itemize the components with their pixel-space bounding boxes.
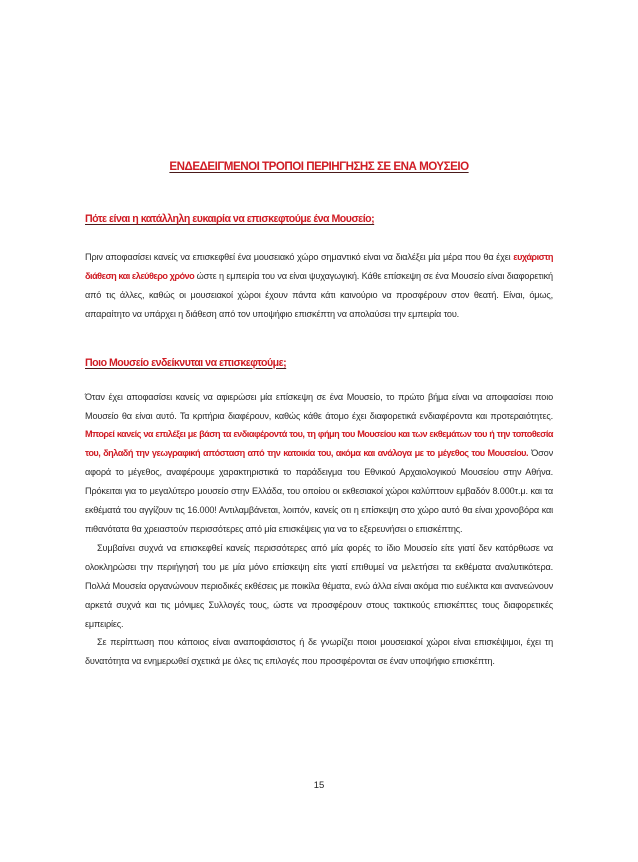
text-run: Όταν έχει αποφασίσει κανείς να αφιερώσει μία επίσκεψη σε ένα Μουσείο, το πρώτο βήμα είναι να αποφασίσει ποιο Μουσείο θα είναι αυτό. Τα κριτήρια διαφέρουν, καθώς κάθε άτομο έχει διαφορετικά ενδιαφέροντα και προτεραιότητες. bbox=[85, 391, 553, 421]
section-heading-which: Ποιο Μουσείο ενδείκνυται να επισκεφτούμε; bbox=[85, 356, 287, 369]
text-run: Πριν αποφασίσει κανείς να επισκεφθεί ένα μουσειακό χώρο σημαντικό είναι να διαλέξει μία μέρα που θα έχει bbox=[85, 252, 514, 262]
text-run: ώστε η εμπειρία του να είναι ψυχαγωγική. Κάθε επίσκεψη σε ένα Μουσείο είναι διαφορετική από τις άλλες, καθώς οι μουσειακοί χώροι έχουν πάντα κάτι καινούριο να προσφέρουν στον θεατή. Είναι, όμως, απαραίτητο να υπάρχει η διάθεση από τον υποψήφιο επισκέπτη να απολαύσει την εμπειρία του. bbox=[85, 270, 553, 319]
paragraph-when bbox=[85, 248, 553, 324]
page-title: ΕΝΔΕΔΕΙΓΜΕΝΟΙ ΤΡΟΠΟΙ ΠΕΡΙΗΓΗΣΗΣ ΣΕ ΕΝΑ ΜΟΥΣΕΙΟ bbox=[169, 160, 469, 173]
emphasis-text: Μπορεί κανείς να επιλέξει με βάση τα ενδιαφέροντά του, τη φήμη του Μουσείου και των εκθεμάτων του ή την τοποθεσία του, δηλαδή την γεωγραφική απόσταση από την κατοικία του, ακόμα και ανάλογα με το μέγεθος του Μουσείου. bbox=[85, 429, 553, 459]
page-content bbox=[85, 211, 553, 671]
emphasis-text: ευχάριστη διάθεση και ελεύθερο χρόνο bbox=[85, 252, 553, 281]
paragraph-undecided: Σε περίπτωση που κάποιος είναι αναποφάσιστος ή δε γνωρίζει ποιοι μουσειακοί χώροι είναι επισκέψιμοι, έχει τη δυνατότητα να ενημερωθεί σχετικά με όλες τις επιλογές που προσφέρονται σε έναν υποψήφιο επισκέπτη. bbox=[85, 637, 553, 667]
section-heading-when: Πότε είναι η κατάλληλη ευκαιρία να επισκεφτούμε ένα Μουσείο; bbox=[85, 213, 375, 225]
text-run: Όσον αφορά το μέγεθος, αναφέρουμε χαρακτηριστικά το παράδειγμα του Εθνικού Αρχαιολογικού Μουσείου στην Αθήνα. Πρόκειται για το μεγαλύτερο μουσείο στην Ελλάδα, του οποίου οι εκθεσιακοί χώροι καλύπτουν εμβαδόν 8.000τ.μ. και τα εκθέματά του αγγίζουν τις 16.000! Αντιλαμβάνεται, λοιπόν, κανείς οτι η επίσκεψη στο χώρο αυτό θα είναι χρονοβόρα και πιθανότατα θα χρειαστούν περισσότερες από μία επισκέψεις για να το εξερευνήσει ο επισκέπτης. bbox=[85, 448, 553, 534]
paragraph-repeat-visits: Συμβαίνει συχνά να επισκεφθεί κανείς περισσότερες από μία φορές το ίδιο Μουσείο είτε γιατί δεν κατόρθωσε να ολοκληρώσει την περιήγησή του με μία μόνο επίσκεψη είτε γιατί επιθυμεί να μελετήσει τα εκθέματα αναλυτικότερα. Πολλά Μουσεία οργανώνουν περιοδικές εκθέσεις με ποικίλα θέματα, ενώ άλλα είναι ακόμα πιο ευέλικτα και ανανεώνουν αρκετά συχνά και τις μόνιμες Συλλογές τους, ώστε να προσφέρουν στους τακτικούς επισκέπτες τους διαφορετικές εμπειρίες. bbox=[85, 542, 553, 629]
page-number: 15 bbox=[313, 780, 325, 791]
paragraph-which bbox=[85, 388, 553, 539]
